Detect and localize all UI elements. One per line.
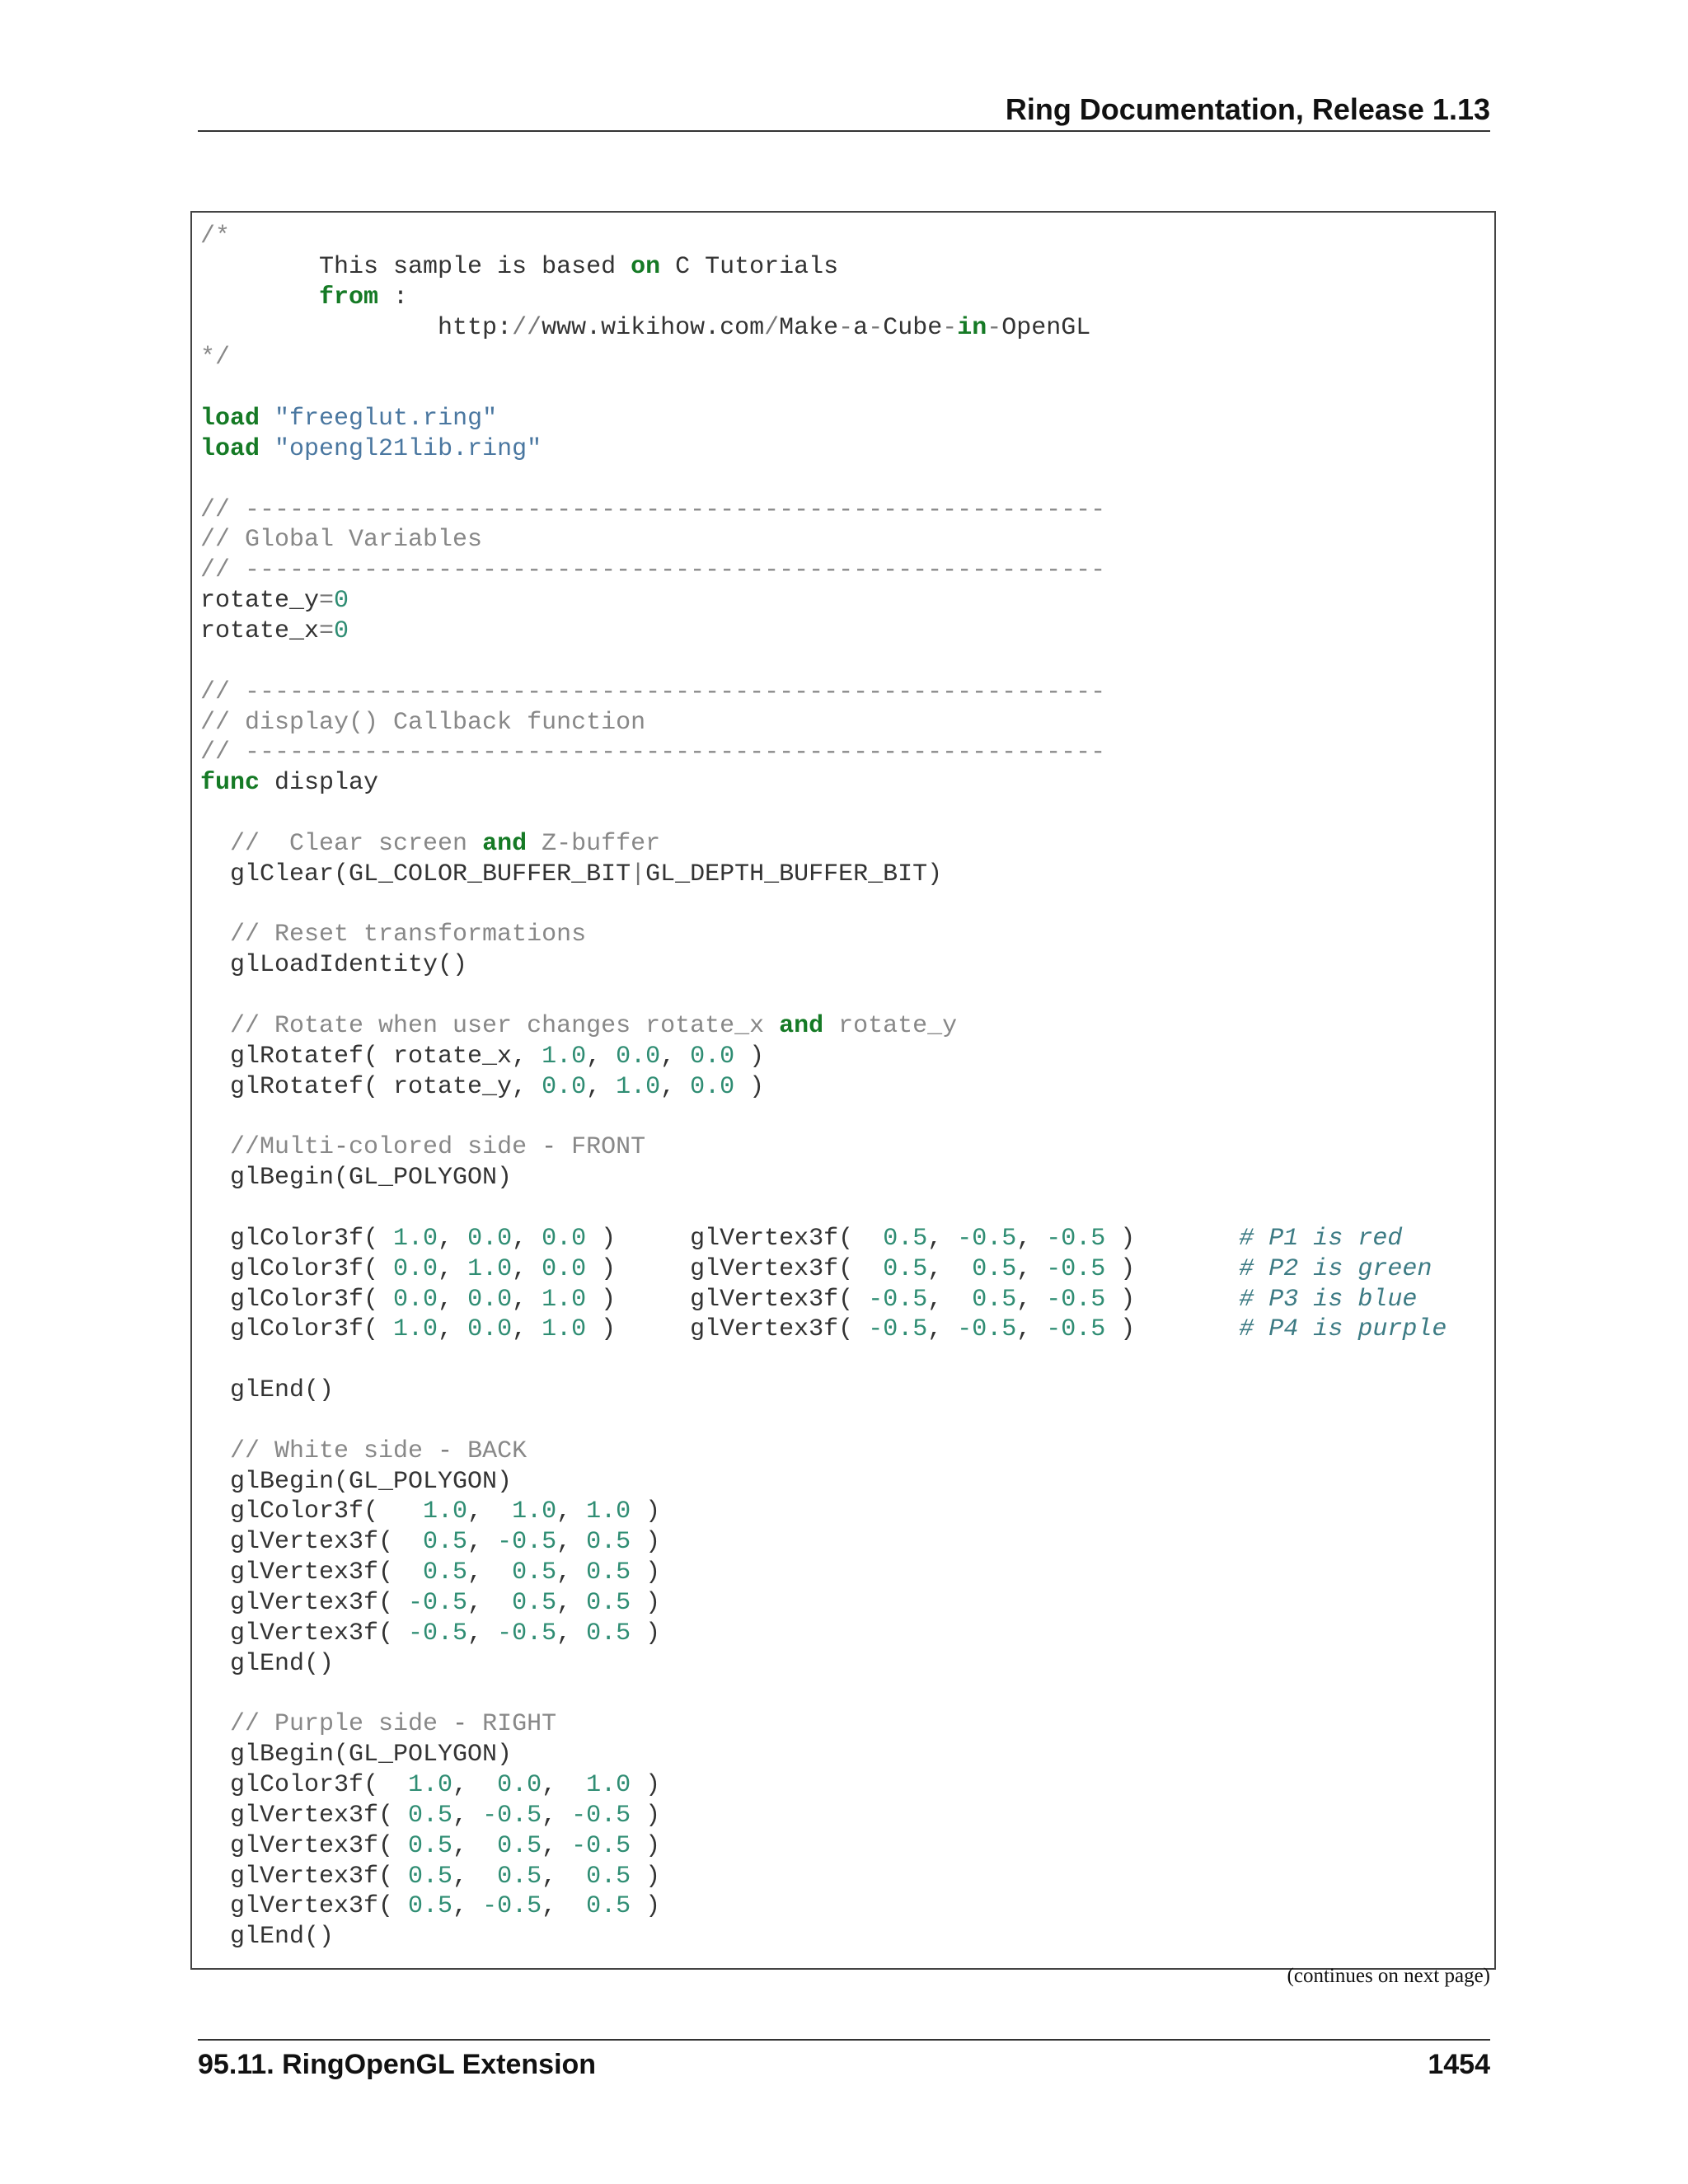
code-text: www.wikihow.com	[542, 313, 765, 342]
code-text: ,	[586, 1072, 617, 1101]
code-number: -0.5	[1046, 1254, 1106, 1283]
code-text: glColor3f(	[200, 1771, 409, 1800]
code-number: -0.5	[482, 1801, 542, 1830]
code-comment: // White side	[200, 1436, 438, 1465]
code-number: -0.5	[1046, 1285, 1106, 1314]
code-number: 0.0	[467, 1315, 513, 1344]
code-string: "opengl21lib.ring"	[274, 434, 542, 463]
code-operator: -	[334, 1133, 349, 1162]
code-line	[200, 1193, 1447, 1224]
code-text: glVertex3f(	[200, 1528, 424, 1557]
code-text: ,	[467, 1528, 498, 1557]
code-text	[260, 435, 274, 463]
code-text: ) glVertex3f(	[586, 1224, 884, 1253]
code-keyword: load	[200, 405, 260, 434]
code-line	[200, 525, 1447, 555]
code-line	[200, 343, 1447, 373]
code-comment: colored side	[349, 1133, 542, 1162]
code-text: display	[260, 769, 379, 798]
code-line	[200, 799, 1447, 829]
code-text: glColor3f(	[200, 1254, 394, 1283]
code-comment: // Reset transformations	[200, 921, 587, 949]
code-text: ,	[927, 1285, 973, 1314]
code-text: ,	[452, 1831, 498, 1860]
code-number: 0.0	[542, 1072, 587, 1101]
code-line	[200, 1709, 1447, 1740]
code-line	[200, 1831, 1447, 1862]
code-number: 0.5	[586, 1619, 631, 1647]
code-number: 0.0	[616, 1042, 661, 1071]
code-line	[200, 1619, 1447, 1649]
code-number: 1.0	[467, 1254, 513, 1283]
code-line	[200, 677, 1447, 708]
code-text: )	[734, 1072, 765, 1101]
code-text: C Tutorials	[660, 252, 839, 281]
code-text: )	[631, 1619, 661, 1647]
code-text: http:	[200, 313, 513, 342]
code-line	[200, 1922, 1447, 1952]
code-text: )	[734, 1042, 765, 1071]
code-text: ,	[1016, 1254, 1047, 1283]
code-line	[200, 890, 1447, 921]
code-text: glVertex3f(	[200, 1619, 409, 1647]
code-text: ,	[452, 1862, 498, 1891]
code-comment: // Purple side	[200, 1710, 453, 1739]
code-line	[200, 1527, 1447, 1558]
code-comment: // ----------------------------------------------------------	[200, 495, 1106, 524]
code-line	[200, 1862, 1447, 1892]
code-text: ,	[452, 1892, 483, 1921]
code-text: ,	[1016, 1285, 1047, 1314]
code-number: -0.5	[571, 1801, 631, 1830]
code-text: ,	[467, 1619, 498, 1647]
code-line	[200, 1224, 1447, 1254]
code-text: ,	[438, 1224, 468, 1253]
code-text: ,	[512, 1285, 542, 1314]
code-comment: // display() Callback function	[200, 708, 646, 737]
code-number: 1.0	[423, 1497, 468, 1526]
code-text: glVertex3f(	[200, 1558, 424, 1587]
code-number: 0.0	[467, 1285, 513, 1314]
code-line	[200, 829, 1447, 860]
code-text: ,	[542, 1892, 587, 1921]
code-text: OpenGL	[1001, 313, 1091, 342]
code-text: )	[1105, 1224, 1240, 1253]
code-line	[200, 1011, 1447, 1042]
code-comment: // Global Variables	[200, 526, 483, 555]
code-line	[200, 860, 1447, 890]
code-line	[200, 1376, 1447, 1406]
code-keyword: from	[319, 283, 379, 312]
code-operator: /	[764, 313, 780, 342]
code-text: glRotatef( rotate_x,	[200, 1042, 542, 1071]
code-line	[200, 1497, 1447, 1527]
code-text: a	[853, 313, 869, 342]
code-line	[200, 555, 1447, 586]
code-line	[200, 1315, 1447, 1345]
code-text: glColor3f(	[200, 1315, 394, 1344]
code-inline-comment: # P3 is blue	[1239, 1285, 1418, 1314]
code-text: rotate_y	[200, 587, 320, 616]
code-text: glColor3f(	[200, 1497, 424, 1526]
code-comment: FRONT	[556, 1133, 646, 1162]
code-text: glVertex3f(	[200, 1588, 409, 1617]
code-text: rotate_x	[200, 616, 320, 645]
code-line	[200, 434, 1447, 465]
code-line	[200, 920, 1447, 950]
code-number: 0	[334, 616, 349, 645]
code-text: glBegin(GL_POLYGON)	[200, 1467, 513, 1496]
code-number: -0.5	[868, 1285, 928, 1314]
code-number: 0.5	[972, 1254, 1017, 1283]
code-text: ,	[467, 1497, 513, 1526]
code-number: 1.0	[542, 1285, 587, 1314]
code-number: 1.0	[393, 1315, 438, 1344]
code-comment: BACK	[452, 1436, 528, 1465]
code-keyword: on	[631, 252, 661, 281]
code-number: 1.0	[586, 1497, 631, 1526]
code-text: glEnd()	[200, 1376, 335, 1405]
code-line	[200, 1042, 1447, 1072]
continues-note: (continues on next page)	[1287, 1965, 1490, 1987]
code-comment: //Multi	[200, 1133, 335, 1162]
code-number: 0.5	[423, 1528, 468, 1557]
code-text: glVertex3f(	[200, 1831, 409, 1860]
code-number: 0.0	[393, 1285, 438, 1314]
code-operator: -	[452, 1710, 468, 1739]
code-line	[200, 222, 1447, 252]
code-comment: RIGHT	[467, 1710, 557, 1739]
code-number: -0.5	[408, 1588, 468, 1617]
code-number: 1.0	[542, 1315, 587, 1344]
code-line	[200, 1436, 1447, 1467]
page-number: 1454	[1428, 2049, 1490, 2080]
code-number: 0.0	[690, 1042, 735, 1071]
code-text: ,	[660, 1072, 691, 1101]
code-number: 0.5	[423, 1558, 468, 1587]
code-text: ,	[927, 1315, 958, 1344]
code-text: glBegin(GL_POLYGON)	[200, 1741, 513, 1769]
code-number: -0.5	[497, 1528, 557, 1557]
code-line	[200, 1588, 1447, 1619]
code-comment: // Rotate when user changes rotate_x	[200, 1011, 780, 1040]
code-line	[200, 708, 1447, 738]
code-text: glEnd()	[200, 1649, 335, 1678]
code-line	[200, 404, 1447, 434]
code-number: 0.5	[586, 1588, 631, 1617]
code-number: -0.5	[482, 1892, 542, 1921]
code-line	[200, 1467, 1447, 1497]
code-line	[200, 1345, 1447, 1376]
code-text: )	[631, 1801, 661, 1830]
code-text: ,	[512, 1224, 542, 1253]
code-text: glBegin(GL_POLYGON)	[200, 1164, 513, 1193]
code-number: 0.5	[883, 1224, 928, 1253]
code-text: glColor3f(	[200, 1285, 394, 1314]
code-line	[200, 1406, 1447, 1436]
code-text: )	[631, 1771, 661, 1800]
code-number: 1.0	[512, 1497, 557, 1526]
code-text: ) glVertex3f(	[586, 1315, 869, 1344]
code-number: 1.0	[393, 1224, 438, 1253]
code-number: 0.5	[586, 1558, 631, 1587]
code-text: ,	[438, 1254, 468, 1283]
code-line	[200, 495, 1447, 526]
code-text: ,	[542, 1862, 587, 1891]
code-operator: =	[319, 616, 335, 645]
code-number: 0	[334, 587, 349, 616]
code-number: 0.5	[408, 1892, 453, 1921]
code-text: This sample is based	[200, 252, 631, 281]
code-line	[200, 616, 1447, 647]
code-line	[200, 1680, 1447, 1710]
code-text: ) glVertex3f(	[586, 1254, 884, 1283]
code-text: ,	[438, 1285, 468, 1314]
code-number: -0.5	[571, 1831, 631, 1860]
footer-section-title: 95.11. RingOpenGL Extension	[198, 2049, 597, 2080]
code-line	[200, 465, 1447, 495]
code-line	[200, 1740, 1447, 1770]
code-number: 0.5	[512, 1588, 557, 1617]
code-keyword: func	[200, 769, 260, 798]
code-comment: // ----------------------------------------------------------	[200, 677, 1106, 706]
code-operator: -	[987, 313, 1002, 342]
code-inline-comment: # P4 is purple	[1239, 1315, 1447, 1344]
code-line	[200, 1072, 1447, 1103]
code-text: )	[631, 1497, 661, 1526]
code-number: 0.5	[586, 1528, 631, 1557]
code-text: ,	[452, 1771, 498, 1800]
code-number: 1.0	[586, 1771, 631, 1800]
code-operator: -	[542, 1133, 557, 1162]
code-number: 0.0	[497, 1771, 542, 1800]
code-number: -0.5	[957, 1315, 1017, 1344]
code-number: 0.5	[408, 1831, 453, 1860]
code-text: GL_DEPTH_BUFFER_BIT)	[645, 860, 943, 888]
code-line	[200, 738, 1447, 768]
code-line	[200, 1132, 1447, 1163]
code-text: ,	[438, 1315, 468, 1344]
code-number: 0.0	[393, 1254, 438, 1283]
code-text: ) glVertex3f(	[586, 1285, 869, 1314]
code-operator: |	[631, 860, 646, 888]
code-comment: Z-buffer	[527, 829, 661, 858]
code-text: ,	[586, 1042, 617, 1071]
code-number: 0.5	[512, 1558, 557, 1587]
code-line	[200, 1891, 1447, 1922]
code-number: 0.5	[497, 1831, 542, 1860]
code-line	[200, 1163, 1447, 1193]
code-number: -0.5	[497, 1619, 557, 1647]
code-number: 0.5	[497, 1862, 542, 1891]
code-line	[200, 252, 1447, 283]
code-number: 0.5	[408, 1862, 453, 1891]
code-number: 1.0	[616, 1072, 661, 1101]
code-number: 0.5	[586, 1892, 631, 1921]
code-keyword: and	[779, 1011, 824, 1040]
code-block	[190, 211, 1496, 1970]
code-text: )	[1105, 1315, 1240, 1344]
code-operator: -	[838, 313, 854, 342]
code-number: 0.5	[883, 1254, 928, 1283]
code-line	[200, 950, 1447, 981]
code-text: ,	[556, 1588, 587, 1617]
code-line	[200, 1649, 1447, 1680]
code-line	[200, 283, 1447, 313]
code-operator: =	[319, 587, 335, 616]
code-comment: // ----------------------------------------------------------	[200, 556, 1106, 585]
code-line	[200, 981, 1447, 1011]
code-number: 1.0	[408, 1771, 453, 1800]
code-text: ,	[542, 1801, 572, 1830]
code-text: ,	[467, 1558, 513, 1587]
code-keyword: in	[957, 313, 987, 342]
code-number: -0.5	[957, 1224, 1017, 1253]
code-text: glColor3f(	[200, 1224, 394, 1253]
code-number: 0.0	[542, 1254, 587, 1283]
code-number: 0.0	[542, 1224, 587, 1253]
code-text: )	[631, 1862, 661, 1891]
code-inline-comment: # P1 is red	[1239, 1224, 1403, 1253]
code-text: )	[1105, 1285, 1240, 1314]
code-line	[200, 1801, 1447, 1831]
code-line	[200, 647, 1447, 677]
code-number: 0.5	[408, 1801, 453, 1830]
header-divider	[198, 130, 1490, 132]
code-comment: // Clear screen	[200, 829, 483, 858]
code-text: glVertex3f(	[200, 1862, 409, 1891]
code-text: ,	[927, 1254, 973, 1283]
code-number: 0.5	[586, 1862, 631, 1891]
code-text: ,	[542, 1831, 572, 1860]
code-number: 0.0	[467, 1224, 513, 1253]
code-text: )	[631, 1528, 661, 1557]
code-inline-comment: # P2 is green	[1239, 1254, 1432, 1283]
code-text	[260, 405, 274, 433]
code-operator: -	[438, 1436, 453, 1465]
code-text: ,	[556, 1528, 587, 1557]
code-comment: */	[200, 344, 231, 373]
code-text: ,	[556, 1619, 587, 1647]
code-text: )	[631, 1588, 661, 1617]
code-text: Make	[779, 313, 839, 342]
code-text: )	[631, 1558, 661, 1587]
code-line	[200, 768, 1447, 799]
code-line	[200, 313, 1447, 344]
code-text: )	[631, 1831, 661, 1860]
code-listing	[200, 222, 1447, 1952]
code-number: -0.5	[1046, 1315, 1106, 1344]
code-comment: /*	[200, 223, 231, 251]
code-number: -0.5	[1046, 1224, 1106, 1253]
code-text: glEnd()	[200, 1923, 335, 1952]
code-comment: // ----------------------------------------------------------	[200, 738, 1106, 767]
code-number: 1.0	[542, 1042, 587, 1071]
code-keyword: load	[200, 434, 260, 463]
code-number: 0.0	[690, 1072, 735, 1101]
code-text: ,	[512, 1254, 542, 1283]
code-text: ,	[512, 1315, 542, 1344]
code-text: glRotatef( rotate_y,	[200, 1072, 542, 1101]
code-text: )	[631, 1892, 661, 1921]
code-text	[200, 284, 319, 312]
code-comment: rotate_y	[823, 1011, 958, 1040]
code-operator: //	[512, 313, 542, 342]
code-text: ,	[556, 1497, 587, 1526]
code-line	[200, 1558, 1447, 1588]
code-text: ,	[660, 1042, 691, 1071]
code-text: glVertex3f(	[200, 1801, 409, 1830]
code-text: ,	[467, 1588, 513, 1617]
code-text: )	[1105, 1254, 1240, 1283]
code-line	[200, 1254, 1447, 1285]
code-line	[200, 1770, 1447, 1801]
code-text: ,	[542, 1771, 587, 1800]
code-operator: -	[942, 313, 958, 342]
code-text: glVertex3f(	[200, 1892, 409, 1921]
code-line	[200, 1102, 1447, 1132]
code-number: 0.5	[972, 1285, 1017, 1314]
code-text: Cube	[883, 313, 943, 342]
code-number: -0.5	[868, 1315, 928, 1344]
code-text: :	[378, 283, 409, 312]
code-text: ,	[556, 1558, 587, 1587]
code-line	[200, 586, 1447, 616]
code-text: glLoadIdentity()	[200, 951, 468, 980]
code-text: glClear(GL_COLOR_BUFFER_BIT	[200, 860, 631, 888]
code-string: "freeglut.ring"	[274, 405, 498, 434]
footer-divider	[198, 2039, 1490, 2041]
code-text: ,	[1016, 1315, 1047, 1344]
page-header-title: Ring Documentation, Release 1.13	[1005, 92, 1490, 126]
code-operator: -	[868, 313, 884, 342]
code-line	[200, 373, 1447, 404]
code-text: ,	[927, 1224, 958, 1253]
code-keyword: and	[482, 829, 528, 858]
code-text: ,	[452, 1801, 483, 1830]
code-line	[200, 1285, 1447, 1315]
code-text: ,	[1016, 1224, 1047, 1253]
code-number: -0.5	[408, 1619, 468, 1647]
